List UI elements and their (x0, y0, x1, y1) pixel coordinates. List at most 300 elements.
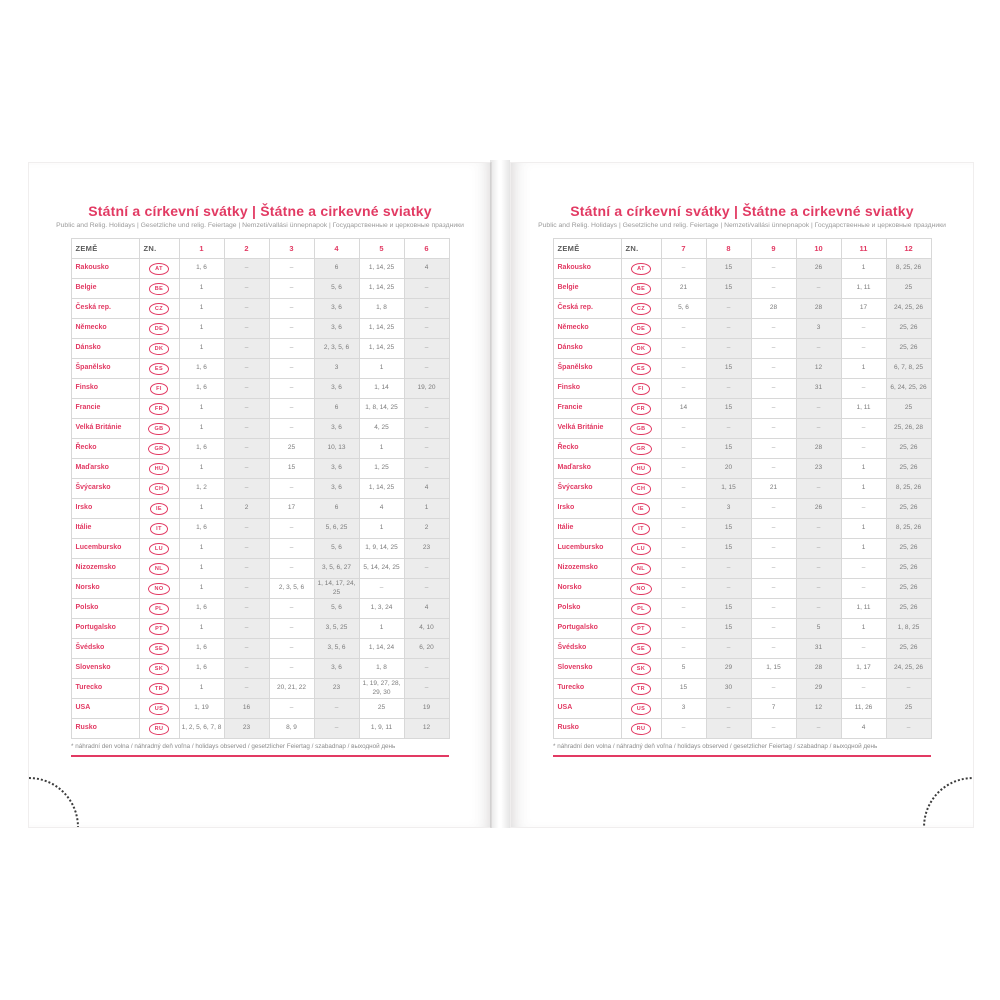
holiday-dates-cell: – (706, 339, 751, 359)
holiday-dates-cell: 8, 25, 26 (886, 479, 931, 499)
holiday-dates-cell: – (224, 599, 269, 619)
holiday-dates-cell: – (224, 439, 269, 459)
country-code-cell (621, 479, 661, 499)
country-code-badge: FI (632, 383, 650, 395)
country-code-cell (139, 279, 179, 299)
holiday-dates-cell: 28 (796, 659, 841, 679)
holiday-dates-cell: – (661, 319, 706, 339)
holiday-dates-cell: – (661, 579, 706, 599)
holiday-dates-cell: – (404, 659, 449, 679)
holiday-dates-cell: 15 (706, 359, 751, 379)
holiday-dates-cell: – (404, 339, 449, 359)
country-code-cell (139, 599, 179, 619)
country-code-badge: BE (149, 283, 169, 295)
country-code-cell (139, 519, 179, 539)
holiday-dates-cell: 1 (179, 279, 224, 299)
holiday-dates-cell: 5, 6 (314, 599, 359, 619)
holiday-dates-cell: – (269, 639, 314, 659)
table-row (553, 639, 931, 659)
holiday-dates-cell: 1, 9, 11 (359, 719, 404, 739)
holiday-dates-cell: – (751, 619, 796, 639)
country-name: Německo (553, 319, 621, 339)
holiday-dates-cell: – (751, 499, 796, 519)
holiday-dates-cell: – (751, 579, 796, 599)
holiday-dates-cell: 1, 14, 17, 24, 25 (314, 579, 359, 599)
holiday-dates-cell: 14 (661, 399, 706, 419)
holiday-dates-cell: 3, 6 (314, 459, 359, 479)
holiday-dates-cell: – (751, 459, 796, 479)
country-name: USA (71, 699, 139, 719)
header-month: 2 (224, 239, 269, 259)
holiday-dates-cell: 25 (886, 279, 931, 299)
holiday-dates-cell: 1 (179, 459, 224, 479)
holiday-dates-cell: – (404, 319, 449, 339)
holiday-dates-cell: 30 (706, 679, 751, 699)
holiday-dates-cell: 1 (841, 359, 886, 379)
country-name: Irsko (71, 499, 139, 519)
table-row (553, 259, 931, 279)
country-code-cell (621, 579, 661, 599)
holiday-dates-cell: 28 (796, 439, 841, 459)
holiday-dates-cell: 20 (706, 459, 751, 479)
holiday-dates-cell: – (404, 559, 449, 579)
holiday-dates-cell: – (796, 519, 841, 539)
country-code-cell (139, 499, 179, 519)
table-row (553, 579, 931, 599)
holiday-dates-cell: 6 (314, 499, 359, 519)
right-page (510, 162, 974, 828)
country-code-badge: US (149, 703, 169, 715)
table-row (553, 379, 931, 399)
country-code-cell (139, 299, 179, 319)
holiday-dates-cell: 2 (224, 499, 269, 519)
country-name: Dánsko (71, 339, 139, 359)
country-code-badge: SK (631, 663, 651, 675)
holiday-dates-cell: 3, 5, 6, 27 (314, 559, 359, 579)
holiday-dates-cell: 15 (706, 439, 751, 459)
holiday-dates-cell: 25, 26 (886, 319, 931, 339)
holiday-dates-cell: – (751, 559, 796, 579)
country-code-cell (621, 519, 661, 539)
header-month: 4 (314, 239, 359, 259)
holiday-dates-cell: 1, 11 (841, 599, 886, 619)
holiday-dates-cell: – (841, 379, 886, 399)
page-gutter-shadow (490, 160, 510, 828)
holiday-dates-cell: – (224, 279, 269, 299)
page-subtitle: Public and Relig. Holidays | Gesetzliche und relig. Feiertage | Nemzeti/vallási ünnepnapok | Государственные и церковные праздники (56, 222, 464, 229)
holiday-dates-cell: 15 (706, 259, 751, 279)
country-code-cell (621, 399, 661, 419)
country-code-cell (139, 699, 179, 719)
holiday-dates-cell: 1, 3, 24 (359, 599, 404, 619)
holiday-dates-cell: 11, 26 (841, 699, 886, 719)
holiday-dates-cell: 4, 10 (404, 619, 449, 639)
holiday-dates-cell: – (751, 259, 796, 279)
country-name: Turecko (553, 679, 621, 699)
table-row (71, 699, 449, 719)
country-code-badge: NL (631, 563, 651, 575)
country-code-cell (139, 339, 179, 359)
country-name: Itálie (71, 519, 139, 539)
country-code-badge: RU (149, 723, 170, 735)
holiday-dates-cell: 26 (796, 259, 841, 279)
country-code-cell (139, 559, 179, 579)
holiday-dates-cell: – (796, 599, 841, 619)
country-code-badge: PL (149, 603, 169, 615)
holiday-dates-cell: 1, 8, 25 (886, 619, 931, 639)
holiday-dates-cell: – (404, 279, 449, 299)
country-name: Lucembursko (71, 539, 139, 559)
table-row (71, 439, 449, 459)
table-row (71, 279, 449, 299)
holiday-dates-cell: 15 (269, 459, 314, 479)
page-subtitle: Public and Relig. Holidays | Gesetzliche und relig. Feiertage | Nemzeti/vallási ünnepnapok | Государственные и церковные праздники (538, 222, 946, 229)
country-code-cell (621, 719, 661, 739)
holiday-dates-cell: 25, 26 (886, 539, 931, 559)
table-row (553, 519, 931, 539)
country-name: Portugalsko (553, 619, 621, 639)
holiday-dates-cell: 23 (404, 539, 449, 559)
holiday-dates-cell: 24, 25, 26 (886, 299, 931, 319)
country-code-badge: FI (150, 383, 168, 395)
holiday-dates-cell: 1, 11 (841, 279, 886, 299)
holiday-dates-cell: 17 (841, 299, 886, 319)
holiday-dates-cell: – (314, 699, 359, 719)
country-name: Finsko (71, 379, 139, 399)
country-code-badge: ES (631, 363, 651, 375)
holiday-dates-cell: 4 (359, 499, 404, 519)
holiday-dates-cell: 1, 6 (179, 359, 224, 379)
country-name: Rusko (71, 719, 139, 739)
holiday-dates-cell: 1 (841, 519, 886, 539)
holiday-dates-cell: 25, 26 (886, 599, 931, 619)
holiday-dates-cell: – (661, 539, 706, 559)
holiday-dates-cell: – (841, 499, 886, 519)
holiday-dates-cell: – (224, 659, 269, 679)
country-code-badge: FR (149, 403, 169, 415)
holiday-dates-cell: 28 (796, 299, 841, 319)
country-name: Švédsko (71, 639, 139, 659)
country-name: Finsko (553, 379, 621, 399)
holiday-dates-cell: – (706, 579, 751, 599)
holiday-dates-cell: – (224, 579, 269, 599)
table-row (71, 559, 449, 579)
holiday-dates-cell: 1 (179, 399, 224, 419)
country-name: Slovensko (553, 659, 621, 679)
holiday-dates-cell: 1 (841, 459, 886, 479)
holiday-dates-cell: – (751, 399, 796, 419)
country-code-cell (139, 719, 179, 739)
country-name: Velká Británie (553, 419, 621, 439)
header-month: 12 (886, 239, 931, 259)
header-month: 10 (796, 239, 841, 259)
holiday-dates-cell: 3, 5, 25 (314, 619, 359, 639)
holiday-dates-cell: 25 (269, 439, 314, 459)
table-row (553, 719, 931, 739)
country-name: Irsko (553, 499, 621, 519)
holiday-dates-cell: – (706, 379, 751, 399)
holiday-dates-cell: – (224, 539, 269, 559)
table-row (71, 319, 449, 339)
table-row (553, 319, 931, 339)
holiday-dates-cell: – (661, 559, 706, 579)
country-name: Norsko (553, 579, 621, 599)
holiday-dates-cell: 12 (404, 719, 449, 739)
header-month: 1 (179, 239, 224, 259)
country-name: Norsko (71, 579, 139, 599)
holiday-dates-cell: – (751, 319, 796, 339)
country-name: USA (553, 699, 621, 719)
holiday-dates-cell: – (269, 659, 314, 679)
header-code: ZN. (139, 239, 179, 259)
country-name: Francie (553, 399, 621, 419)
holiday-dates-cell: 4 (404, 599, 449, 619)
country-code-badge: HU (631, 463, 652, 475)
holiday-dates-cell: 31 (796, 639, 841, 659)
holiday-dates-cell: 2, 3, 5, 6 (269, 579, 314, 599)
table-row (553, 479, 931, 499)
country-name: Velká Británie (71, 419, 139, 439)
holiday-dates-cell: – (706, 299, 751, 319)
country-name: Portugalsko (71, 619, 139, 639)
holiday-dates-cell: 15 (661, 679, 706, 699)
header-country: ZEMĚ (553, 239, 621, 259)
holiday-dates-cell: – (269, 539, 314, 559)
country-code-cell (621, 499, 661, 519)
holiday-dates-cell: – (269, 279, 314, 299)
holiday-dates-cell: – (751, 379, 796, 399)
holiday-dates-cell: 15 (706, 279, 751, 299)
holiday-dates-cell: 8, 25, 26 (886, 259, 931, 279)
holiday-dates-cell: 23 (224, 719, 269, 739)
header-month: 8 (706, 239, 751, 259)
holiday-dates-cell: – (224, 519, 269, 539)
holiday-dates-cell: 3, 5, 6 (314, 639, 359, 659)
table-row (71, 719, 449, 739)
holiday-dates-cell: 1, 11 (841, 399, 886, 419)
holiday-dates-cell: 5, 6 (661, 299, 706, 319)
holidays-table-months-1-6 (71, 238, 450, 739)
holiday-dates-cell: 16 (224, 699, 269, 719)
country-code-cell (139, 419, 179, 439)
holiday-dates-cell: 1 (179, 319, 224, 339)
holiday-dates-cell: 2 (404, 519, 449, 539)
holiday-dates-cell: – (224, 679, 269, 699)
page-title: Státní a církevní svátky | Štátne a cirkevné sviatky (88, 203, 432, 219)
country-code-badge: HU (149, 463, 170, 475)
holiday-dates-cell: 5, 6 (314, 279, 359, 299)
table-row (71, 299, 449, 319)
holiday-dates-cell: – (841, 419, 886, 439)
holiday-dates-cell: 3 (796, 319, 841, 339)
country-code-badge: TR (631, 683, 651, 695)
country-code-cell (621, 679, 661, 699)
table-row (553, 299, 931, 319)
holiday-dates-cell: 20, 21, 22 (269, 679, 314, 699)
holiday-dates-cell: 3, 6 (314, 419, 359, 439)
holiday-dates-cell: 15 (706, 599, 751, 619)
holiday-dates-cell: 5, 6 (314, 539, 359, 559)
holiday-dates-cell: – (751, 359, 796, 379)
country-name: Belgie (553, 279, 621, 299)
holiday-dates-cell: – (269, 519, 314, 539)
country-name: Rakousko (553, 259, 621, 279)
holiday-dates-cell: 6, 7, 8, 25 (886, 359, 931, 379)
holiday-dates-cell: 12 (796, 359, 841, 379)
country-code-badge: US (631, 703, 651, 715)
table-row (71, 359, 449, 379)
holiday-dates-cell: 1 (179, 559, 224, 579)
holiday-dates-cell: – (706, 639, 751, 659)
holiday-dates-cell: 1, 14, 25 (359, 339, 404, 359)
table-row (553, 619, 931, 639)
holiday-dates-cell: 1 (359, 619, 404, 639)
holiday-dates-cell: 15 (706, 399, 751, 419)
holiday-dates-cell: – (224, 259, 269, 279)
holiday-dates-cell: – (796, 559, 841, 579)
holiday-dates-cell: – (404, 579, 449, 599)
holiday-dates-cell: – (404, 299, 449, 319)
holiday-dates-cell: – (841, 439, 886, 459)
country-code-cell (139, 379, 179, 399)
holiday-dates-cell: – (661, 459, 706, 479)
holiday-dates-cell: – (706, 719, 751, 739)
holiday-dates-cell: 3, 6 (314, 319, 359, 339)
table-row (71, 659, 449, 679)
holiday-dates-cell: 1 (179, 539, 224, 559)
table-header-row (553, 239, 931, 259)
holiday-dates-cell: – (796, 399, 841, 419)
country-code-cell (139, 679, 179, 699)
holiday-dates-cell: 1 (179, 579, 224, 599)
holiday-dates-cell: 19, 20 (404, 379, 449, 399)
country-code-badge: LU (149, 543, 169, 555)
holiday-dates-cell: – (841, 639, 886, 659)
country-code-cell (621, 619, 661, 639)
holiday-dates-cell: 25 (886, 399, 931, 419)
holiday-dates-cell: 1 (179, 619, 224, 639)
table-row (553, 399, 931, 419)
holiday-dates-cell: 23 (314, 679, 359, 699)
country-code-badge: NO (630, 583, 651, 595)
country-code-cell (139, 579, 179, 599)
country-code-badge: NO (148, 583, 169, 595)
holiday-dates-cell: 1 (179, 499, 224, 519)
country-code-badge: ES (149, 363, 169, 375)
holiday-dates-cell: 6 (314, 399, 359, 419)
holiday-dates-cell: – (661, 619, 706, 639)
country-code-cell (621, 299, 661, 319)
table-row (553, 499, 931, 519)
country-code-badge: CZ (149, 303, 169, 315)
holiday-dates-cell: – (661, 439, 706, 459)
holiday-dates-cell: 1, 8 (359, 299, 404, 319)
holiday-dates-cell: – (224, 299, 269, 319)
holiday-dates-cell: 5 (796, 619, 841, 639)
country-name: Španělsko (553, 359, 621, 379)
holiday-dates-cell: 1, 6 (179, 259, 224, 279)
country-code-cell (621, 459, 661, 479)
country-name: Itálie (553, 519, 621, 539)
table-row (553, 459, 931, 479)
holiday-dates-cell: – (796, 579, 841, 599)
holiday-dates-cell: 1, 14, 24 (359, 639, 404, 659)
holiday-dates-cell: – (751, 539, 796, 559)
table-row (71, 579, 449, 599)
holiday-dates-cell: 1, 6 (179, 519, 224, 539)
holiday-dates-cell: 1, 14, 25 (359, 319, 404, 339)
holiday-dates-cell: 3 (661, 699, 706, 719)
holiday-dates-cell: – (661, 339, 706, 359)
country-code-cell (621, 539, 661, 559)
holiday-dates-cell: 1 (359, 439, 404, 459)
holiday-dates-cell: 3, 6 (314, 299, 359, 319)
country-code-badge: TR (149, 683, 169, 695)
holiday-dates-cell: 25 (886, 699, 931, 719)
header-month: 5 (359, 239, 404, 259)
holiday-dates-cell: 25, 26 (886, 339, 931, 359)
table-row (71, 399, 449, 419)
country-code-badge: NL (149, 563, 169, 575)
holiday-dates-cell: – (661, 599, 706, 619)
header-country: ZEMĚ (71, 239, 139, 259)
holiday-dates-cell: 5, 14, 24, 25 (359, 559, 404, 579)
holiday-dates-cell: – (886, 679, 931, 699)
holiday-dates-cell: – (751, 639, 796, 659)
holiday-dates-cell: 25, 26, 28 (886, 419, 931, 439)
table-row (553, 559, 931, 579)
holiday-dates-cell: 23 (796, 459, 841, 479)
holiday-dates-cell: 1 (841, 619, 886, 639)
country-code-cell (139, 459, 179, 479)
holiday-dates-cell: – (886, 719, 931, 739)
table-row (71, 499, 449, 519)
country-code-badge: IE (150, 503, 168, 515)
holiday-dates-cell: 1, 25 (359, 459, 404, 479)
country-code-badge: GB (148, 423, 169, 435)
header-month: 11 (841, 239, 886, 259)
table-row (553, 359, 931, 379)
holiday-dates-cell: – (796, 479, 841, 499)
holiday-dates-cell: 1, 14 (359, 379, 404, 399)
country-code-badge: PT (149, 623, 169, 635)
holiday-dates-cell: 1, 17 (841, 659, 886, 679)
holiday-dates-cell: – (751, 679, 796, 699)
holiday-dates-cell: 29 (796, 679, 841, 699)
country-name: Maďarsko (71, 459, 139, 479)
holiday-dates-cell: – (404, 459, 449, 479)
holiday-dates-cell: 1, 14, 25 (359, 479, 404, 499)
header-month: 6 (404, 239, 449, 259)
holiday-dates-cell: 1 (841, 479, 886, 499)
holiday-dates-cell: 1, 6 (179, 599, 224, 619)
country-name: Dánsko (553, 339, 621, 359)
header-month: 9 (751, 239, 796, 259)
holiday-dates-cell: – (661, 519, 706, 539)
table-row (71, 539, 449, 559)
holiday-dates-cell: 21 (751, 479, 796, 499)
holiday-dates-cell: 17 (269, 499, 314, 519)
country-code-badge: GR (630, 443, 651, 455)
holiday-dates-cell: 1, 6 (179, 639, 224, 659)
holiday-dates-cell: – (269, 599, 314, 619)
country-code-cell (621, 639, 661, 659)
holiday-dates-cell: – (224, 399, 269, 419)
left-page (28, 162, 492, 828)
country-code-cell (139, 319, 179, 339)
table-row (71, 459, 449, 479)
table-row (553, 279, 931, 299)
